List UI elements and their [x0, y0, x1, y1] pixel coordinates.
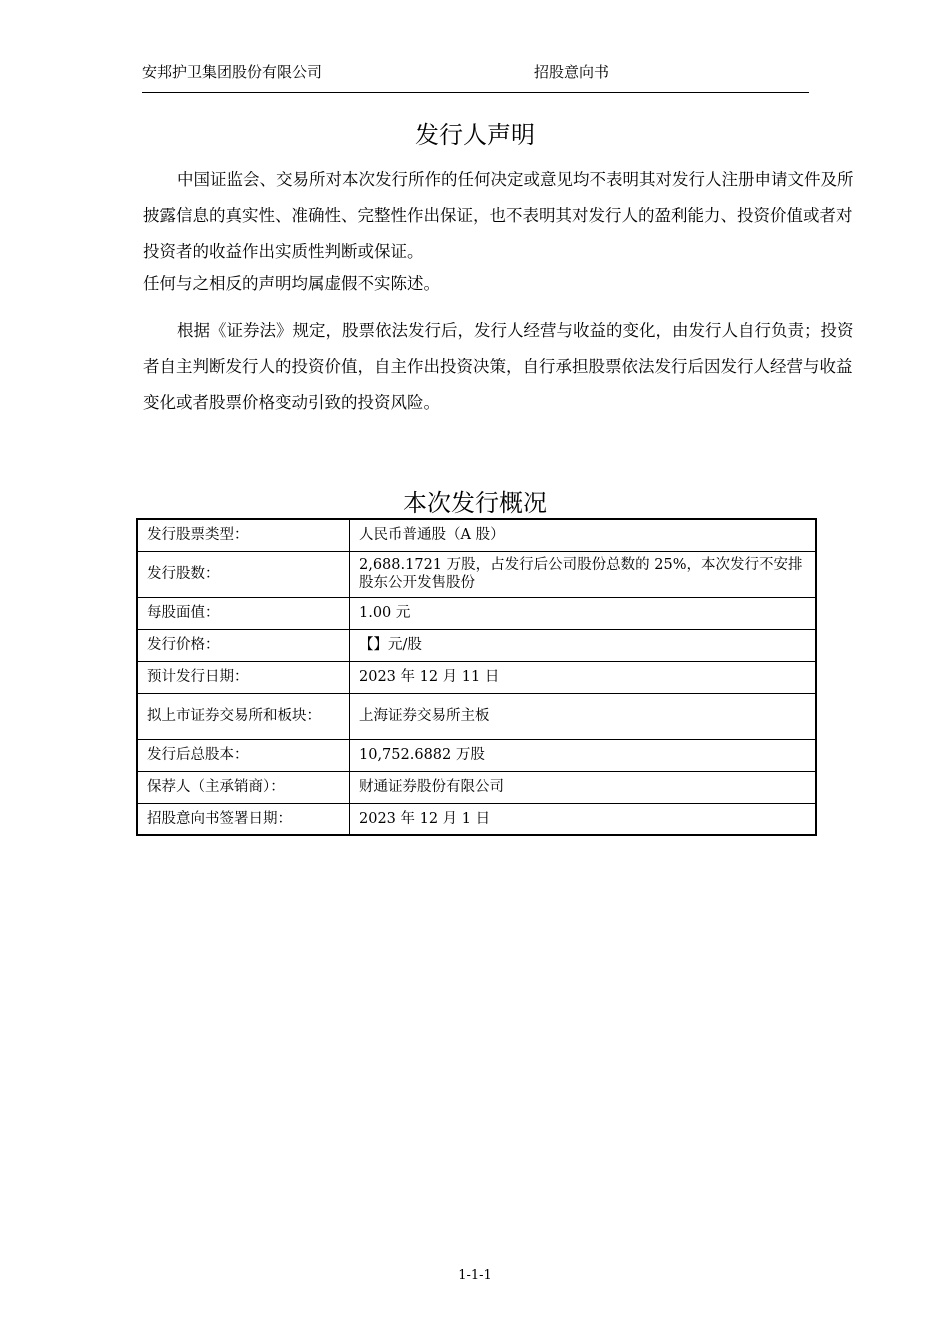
table-row — [137, 661, 816, 693]
page-header — [142, 58, 809, 93]
header-company-name: 安邦护卫集团股份有限公司 — [142, 63, 323, 81]
row-value: 【】元/股 — [350, 629, 817, 661]
row-label: 发行股数： — [137, 551, 350, 597]
row-value: 10,752.6882 万股 — [350, 739, 817, 771]
row-value: 2,688.1721 万股，占发行后公司股份总数的 25%，本次发行不安排股东公开发售股份 — [350, 551, 817, 597]
row-value: 2023 年 12 月 11 日 — [350, 661, 817, 693]
row-label: 发行价格： — [137, 629, 350, 661]
table-row — [137, 803, 816, 835]
row-value: 上海证券交易所主板 — [350, 693, 817, 739]
row-value: 2023 年 12 月 1 日 — [350, 803, 817, 835]
table-row — [137, 597, 816, 629]
row-label: 拟上市证券交易所和板块： — [137, 693, 350, 739]
declaration-paragraph-3: 根据《证券法》规定，股票依法发行后，发行人经营与收益的变化，由发行人自行负责；投资者自主判断发行人的投资价值，自主作出投资决策，自行承担股票依法发行后因发行人经营与收益变化或者股票价格变动引致的投资风险。 — [143, 321, 854, 412]
table-row — [137, 551, 816, 597]
row-label: 发行股票类型： — [137, 519, 350, 551]
overview-title: 本次发行概况 — [403, 489, 547, 517]
offering-overview-table — [136, 518, 817, 836]
declaration-paragraph-2: 任何与之相反的声明均属虚假不实陈述。 — [143, 274, 440, 293]
row-label: 招股意向书签署日期： — [137, 803, 350, 835]
row-value: 1.00 元 — [350, 597, 817, 629]
row-value: 人民币普通股（A 股） — [350, 519, 817, 551]
table-row — [137, 771, 816, 803]
row-label: 发行后总股本： — [137, 739, 350, 771]
table-row — [137, 739, 816, 771]
declaration-title: 发行人声明 — [415, 121, 535, 149]
row-label: 每股面值： — [137, 597, 350, 629]
declaration-paragraph-1: 中国证监会、交易所对本次发行所作的任何决定或意见均不表明其对发行人注册申请文件及所披露信息的真实性、准确性、完整性作出保证，也不表明其对发行人的盈利能力、投资价值或者对投资者的收益作出实质性判断或保证。 — [143, 170, 854, 261]
row-label: 预计发行日期： — [137, 661, 350, 693]
page-number: 1-1-1 — [458, 1268, 492, 1283]
table-row — [137, 519, 816, 551]
header-document-name: 招股意向书 — [534, 63, 610, 81]
row-value: 财通证券股份有限公司 — [350, 771, 817, 803]
row-label: 保荐人（主承销商）： — [137, 771, 350, 803]
table-row — [137, 629, 816, 661]
table-row — [137, 693, 816, 739]
